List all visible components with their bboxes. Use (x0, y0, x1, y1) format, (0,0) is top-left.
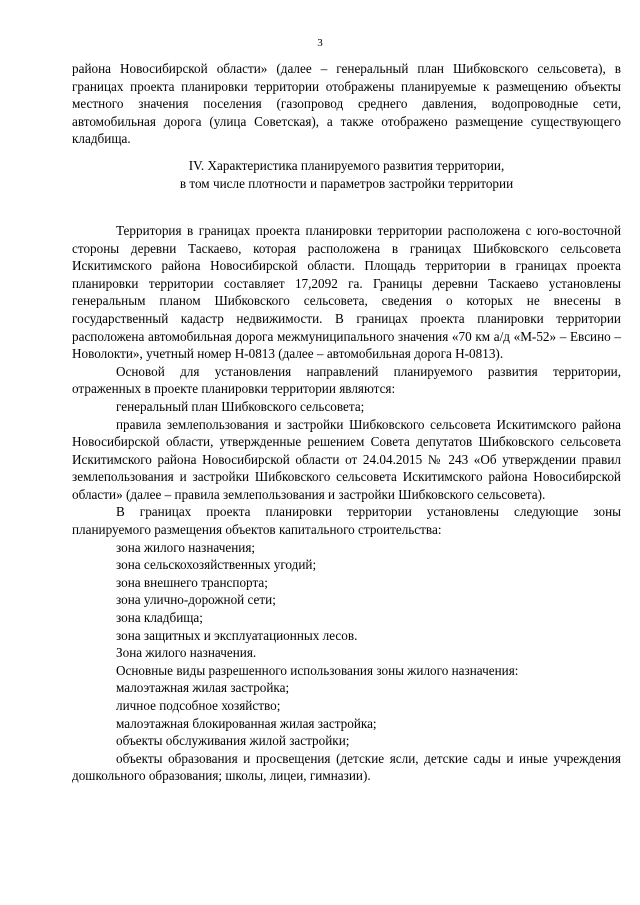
zone-list-item: зона улично-дорожной сети; (116, 592, 276, 608)
residential-use-item: объекты обслуживания жилой застройки; (116, 733, 350, 749)
basis-paragraph: Основой для установления направлений планируемого развития территории, отраженных в проекте планировки территории являются: (72, 363, 621, 397)
section-heading (72, 157, 621, 193)
zone-list-item: зона внешнего транспорта; (116, 574, 268, 590)
intro-paragraph: района Новосибирской области» (далее – генеральный план Шибковского сельсовета), в границах проекта планировки территории отображены планируемые к размещению объекты местного значения поселения (газопровод среднего давления, водопроводные сети, автомобильная дорога (улица Советская), а также отображено размещение существующего кладбища. (72, 61, 621, 147)
section-heading-line-1: IV. Характеристика планируемого развития территории, (188, 157, 505, 173)
document-body (72, 60, 621, 785)
residential-zone-heading: Зона жилого назначения. (116, 645, 257, 661)
residential-use-item: малоэтажная блокированная жилая застройка; (116, 715, 377, 731)
section-heading-line-2: в том числе плотности и параметров застройки территории (179, 175, 514, 191)
zone-list-item: зона защитных и эксплуатационных лесов. (116, 627, 358, 643)
zones-intro-paragraph: В границах проекта планировки территории установлены следующие зоны планируемого размещения объектов капитального строительства: (72, 504, 621, 538)
territory-paragraph: Территория в границах проекта планировки территории расположена с юго-восточной стороны деревни Таскаево, которая расположена в границах Шибковского сельсовета Искитимского района Новосибирской области. Площадь территории в границах проекта планировки территории составляет 17,2092 га. Границы деревни Таскаево установлены генеральным планом Шибковского сельсовета, сведения о которых не внесены в государственный кадастр недвижимости. В границах проекта планировки территории расположена автомобильная дорога межмуниципального значения «70 км а/д «М-52» – Евсино – Новолокти», учетный номер Н-0813 (далее – автомобильная дорога Н-0813). (72, 222, 621, 362)
residential-use-item: объекты образования и просвещения (детские ясли, детские сады и иные учреждения дошкольного образования; школы, лицеи, гимназии). (72, 750, 621, 784)
basis-item-general-plan: генеральный план Шибковского сельсовета; (116, 398, 365, 414)
residential-use-item: малоэтажная жилая застройка; (116, 680, 290, 696)
residential-use-item: личное подсобное хозяйство; (116, 698, 281, 713)
page-number: 3 (317, 37, 323, 49)
residential-uses-intro: Основные виды разрешенного использования зоны жилого назначения: (116, 662, 519, 678)
zone-list-item: зона кладбища; (116, 610, 203, 626)
zone-list-item: зона жилого назначения; (116, 539, 256, 555)
basis-item-rules: правила землепользования и застройки Шибковского сельсовета Искитимского района Новосибирской области, утвержденные решением Совета депутатов Шибковского сельсовета Искитимского района Новосибирской области от 24.04.2015 № 243 «Об утверждении правил землепользования и застройки Шибковского сельсовета Искитимского района Новосибирской области» (далее – правила землепользования и застройки Шибковского сельсовета). (72, 416, 621, 502)
zone-list-item: зона сельскохозяйственных угодий; (116, 557, 317, 573)
